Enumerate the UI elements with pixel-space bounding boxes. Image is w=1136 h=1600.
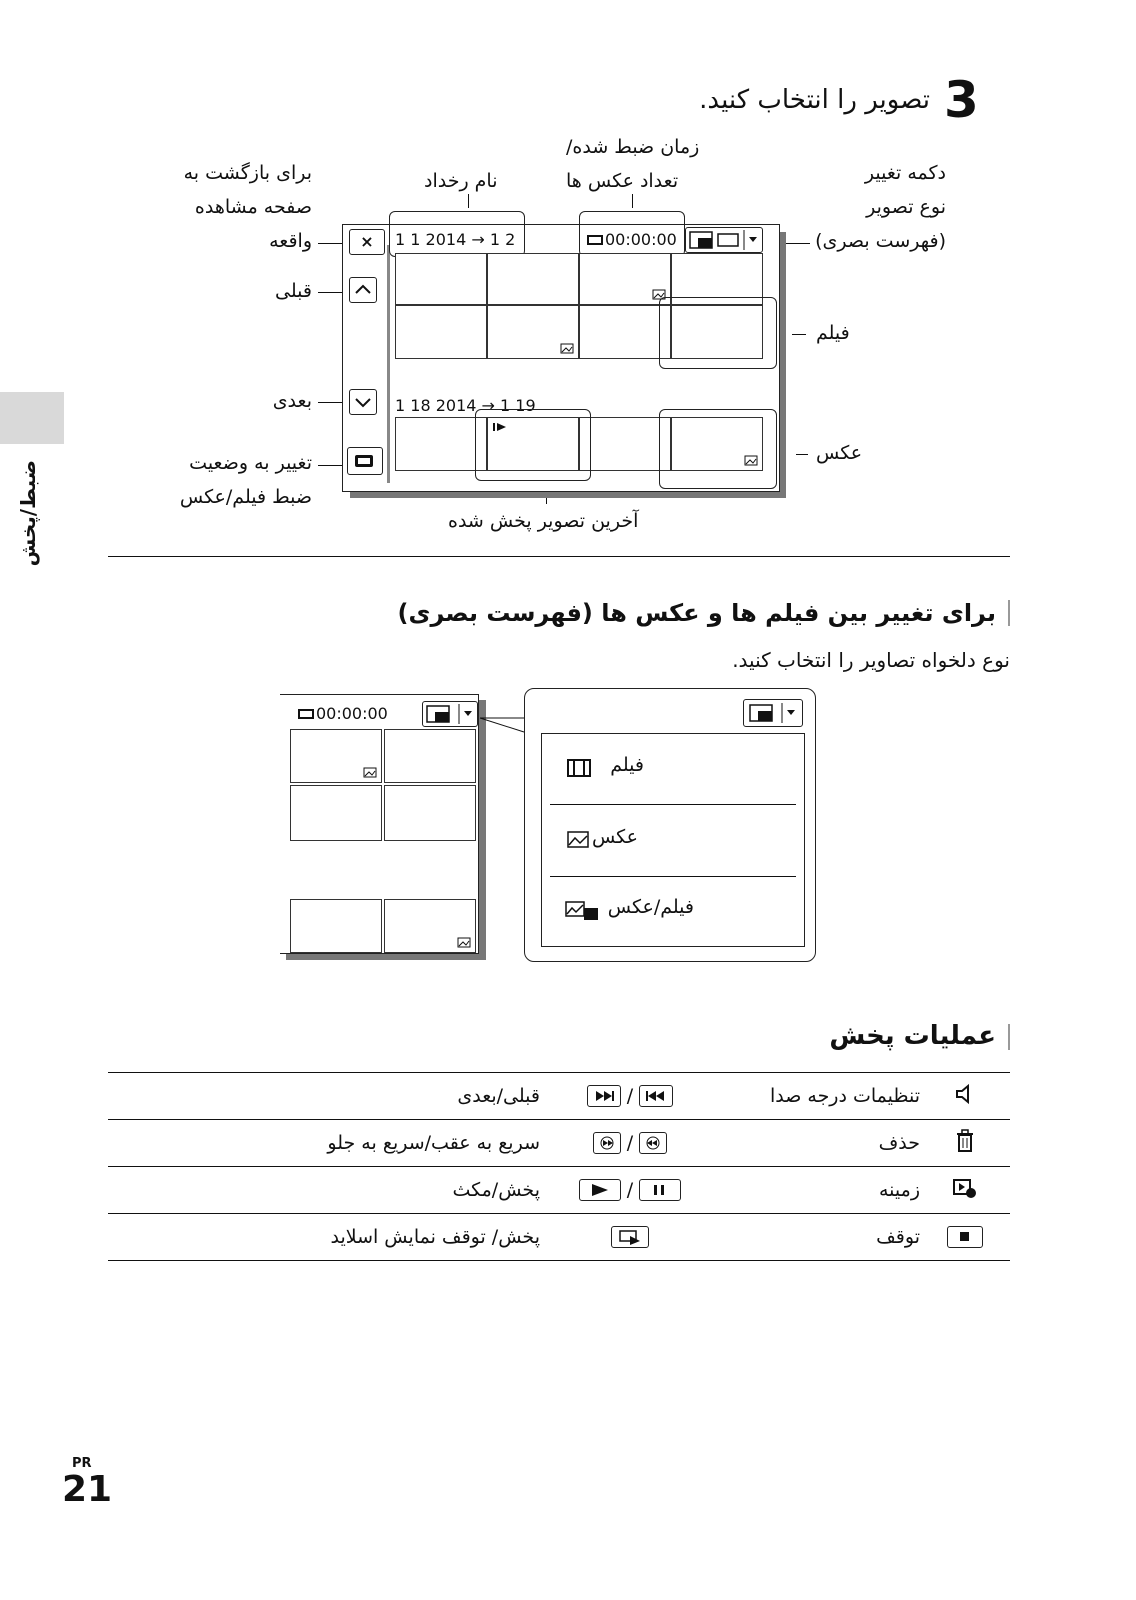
prev-next-label: قبلی/بعدی bbox=[457, 1085, 540, 1107]
label-back-1: برای بازگشت به bbox=[183, 162, 312, 184]
photo-icon bbox=[566, 830, 590, 850]
slideshow-icon bbox=[611, 1226, 649, 1248]
table-row bbox=[108, 1214, 1010, 1261]
playback-heading: عملیات پخش bbox=[829, 1021, 996, 1051]
scrollbar[interactable] bbox=[387, 245, 390, 483]
movie-photo-icon bbox=[564, 900, 600, 922]
label-photo-count: تعداد عکس ها bbox=[566, 170, 679, 192]
menu-item-photo-label: عکس bbox=[591, 826, 638, 848]
image-type-button-small[interactable] bbox=[422, 701, 478, 727]
context-icon bbox=[952, 1177, 978, 1199]
play-pause-label: پخش/مکث bbox=[452, 1179, 540, 1201]
trash-icon bbox=[954, 1129, 976, 1153]
photo-bracket bbox=[659, 409, 777, 489]
volume-icon bbox=[954, 1083, 976, 1105]
stop-label: توقف bbox=[876, 1226, 920, 1248]
partial-counter: 00:00:00 bbox=[316, 704, 388, 723]
label-recorded-time: زمان ضبط شده/ bbox=[566, 136, 700, 158]
last-played-bracket bbox=[475, 409, 591, 481]
delete-label: حذف bbox=[878, 1132, 920, 1154]
label-next: بعدی bbox=[272, 390, 312, 412]
menu-type-button[interactable] bbox=[743, 699, 803, 727]
step-number: 3 bbox=[944, 71, 979, 129]
partial-screen bbox=[280, 694, 479, 954]
table-row: تنظیمات درجه صدا / قبلی/بعدی bbox=[108, 1073, 1010, 1120]
index-screen bbox=[342, 224, 780, 492]
rewind-forward-label: سریع به عقب/سریع به جلو bbox=[327, 1132, 540, 1154]
label-photo: عکس bbox=[816, 442, 863, 464]
menu-item-movie-photo[interactable] bbox=[542, 878, 804, 946]
switch-instruction: نوع دلخواه تصاویر را انتخاب کنید. bbox=[732, 648, 1010, 672]
type-menu bbox=[524, 688, 816, 962]
label-change-type-2: نوع تصویر bbox=[866, 196, 946, 218]
label-last-played: آخرین تصویر پخش شده bbox=[448, 510, 639, 532]
sidebar-label: ضبط/پخش bbox=[16, 460, 40, 567]
image-type-button[interactable] bbox=[685, 227, 763, 253]
film-icon bbox=[566, 758, 592, 778]
footer-lang: PR bbox=[72, 1456, 92, 1471]
label-mode-2: ضبط فیلم/عکس bbox=[179, 486, 312, 508]
volume-label: تنظیمات درجه صدا bbox=[769, 1085, 920, 1107]
label-movie: فیلم bbox=[816, 322, 850, 344]
stop-icon bbox=[947, 1226, 983, 1248]
label-event-name: نام رخداد bbox=[424, 170, 498, 192]
film-counter-icon bbox=[587, 235, 603, 245]
label-change-type-1: دکمه تغییر bbox=[864, 162, 946, 184]
event1-date: 1 1 2014 → 1 2 bbox=[395, 230, 516, 249]
previous-button[interactable] bbox=[349, 277, 377, 303]
record-mode-button[interactable] bbox=[347, 447, 383, 475]
menu-item-photo[interactable] bbox=[542, 806, 804, 876]
label-back-3: واقعه bbox=[269, 230, 312, 252]
movie-bracket bbox=[659, 297, 777, 369]
playback-table bbox=[108, 1072, 1010, 1261]
close-button[interactable]: × bbox=[349, 229, 385, 255]
menu-item-movie[interactable] bbox=[542, 734, 804, 804]
label-previous: قبلی bbox=[275, 280, 312, 302]
table-row: زمینه / پخش/مکث bbox=[108, 1167, 1010, 1214]
step-instruction: تصویر را انتخاب کنید. bbox=[699, 85, 930, 115]
event2-date: 1 18 2014 → 1 19 bbox=[395, 396, 536, 415]
label-change-type-3: (فهرست بصری) bbox=[815, 230, 946, 252]
page-number: 21 bbox=[62, 1469, 113, 1510]
table-row: حذف / سریع به عقب/سریع به جلو bbox=[108, 1120, 1010, 1167]
label-mode-1: تغییر به وضعیت bbox=[189, 452, 312, 474]
sidebar-tab bbox=[0, 392, 64, 444]
context-label: زمینه bbox=[878, 1179, 920, 1201]
counter: 00:00:00 bbox=[605, 230, 677, 249]
divider bbox=[108, 556, 1010, 557]
menu-item-movie-photo-label: فیلم/عکس bbox=[607, 896, 694, 918]
slideshow-label: پخش/ توقف نمایش اسلاید bbox=[330, 1226, 540, 1248]
event-name-bracket bbox=[389, 211, 525, 257]
menu-item-movie-label: فیلم bbox=[610, 754, 644, 776]
switch-heading: برای تغییر بین فیلم ها و عکس ها (فهرست بصری) bbox=[397, 599, 996, 627]
next-button[interactable] bbox=[349, 389, 377, 415]
label-back-2: صفحه مشاهده bbox=[194, 196, 312, 218]
